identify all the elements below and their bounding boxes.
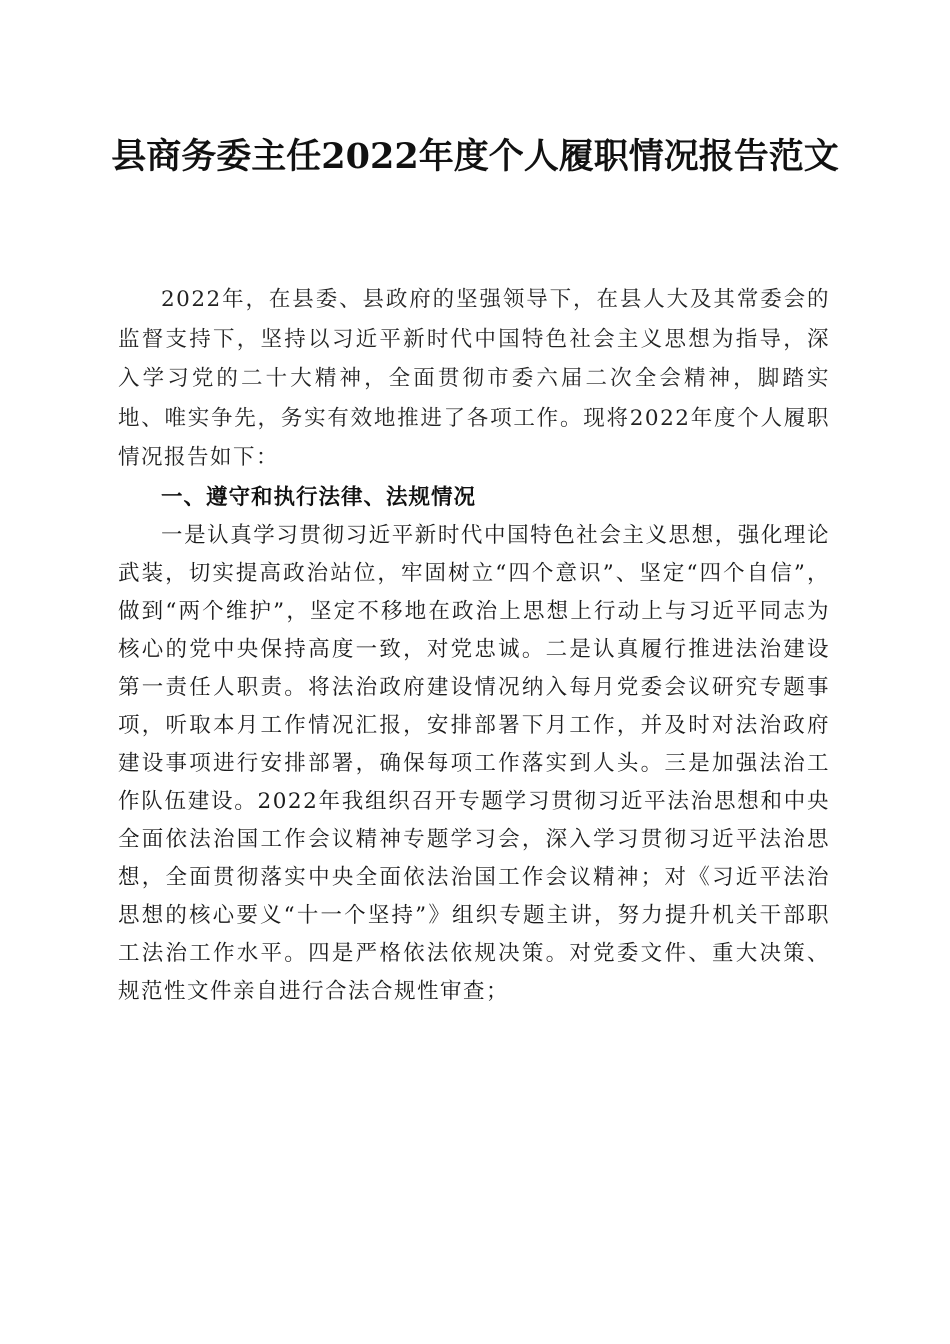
intro-paragraph: 2022年，在县委、县政府的坚强领导下，在县人大及其常委会的监督支持下，坚持以习近平新时代中国特色社会主义思想为指导，深入学习党的二十大精神，全面贯彻市委六届二次全会精神，脚踏实地、唯实争先，务实有效地推进了各项工作。现将2022年度个人履职情况报告如下： (118, 287, 831, 470)
section-1-paragraph: 一是认真学习贯彻习近平新时代中国特色社会主义思想，强化理论武装，切实提高政治站位，牢固树立“四个意识”、坚定“四个自信”，做到“两个维护”，坚定不移地在政治上思想上行动上与习近平同志为核心的党中央保持高度一致，对党忠诚。二是认真履行推进法治建设第一责任人职责。将法治政府建设情况纳入每月党委会议研究专题事项，听取本月工作情况汇报，安排部署下月工作，并及时对法治政府建设事项进行安排部署，确保每项工作落实到人头。三是加强法治工作队伍建设。2022年我组织召开专题学习贯彻习近平法治思想和中央全面依法治国工作会议精神专题学习会，深入学习贯彻习近平法治思想，全面贯彻落实中央全面依法治国工作会议精神；对《习近平法治思想的核心要义“十一个坚持”》组织专题主讲，努力提升机关干部职工法治工作水平。四是严格依法依规决策。对党委文件、重大决策、规范性文件亲自进行合法合规性审查； (118, 523, 830, 1004)
document-body (118, 280, 830, 1011)
section-heading-1: 一、遵守和执行法律、法规情况 (161, 484, 477, 510)
document-title: 县商务委主任2022年度个人履职情况报告范文 (111, 136, 839, 177)
